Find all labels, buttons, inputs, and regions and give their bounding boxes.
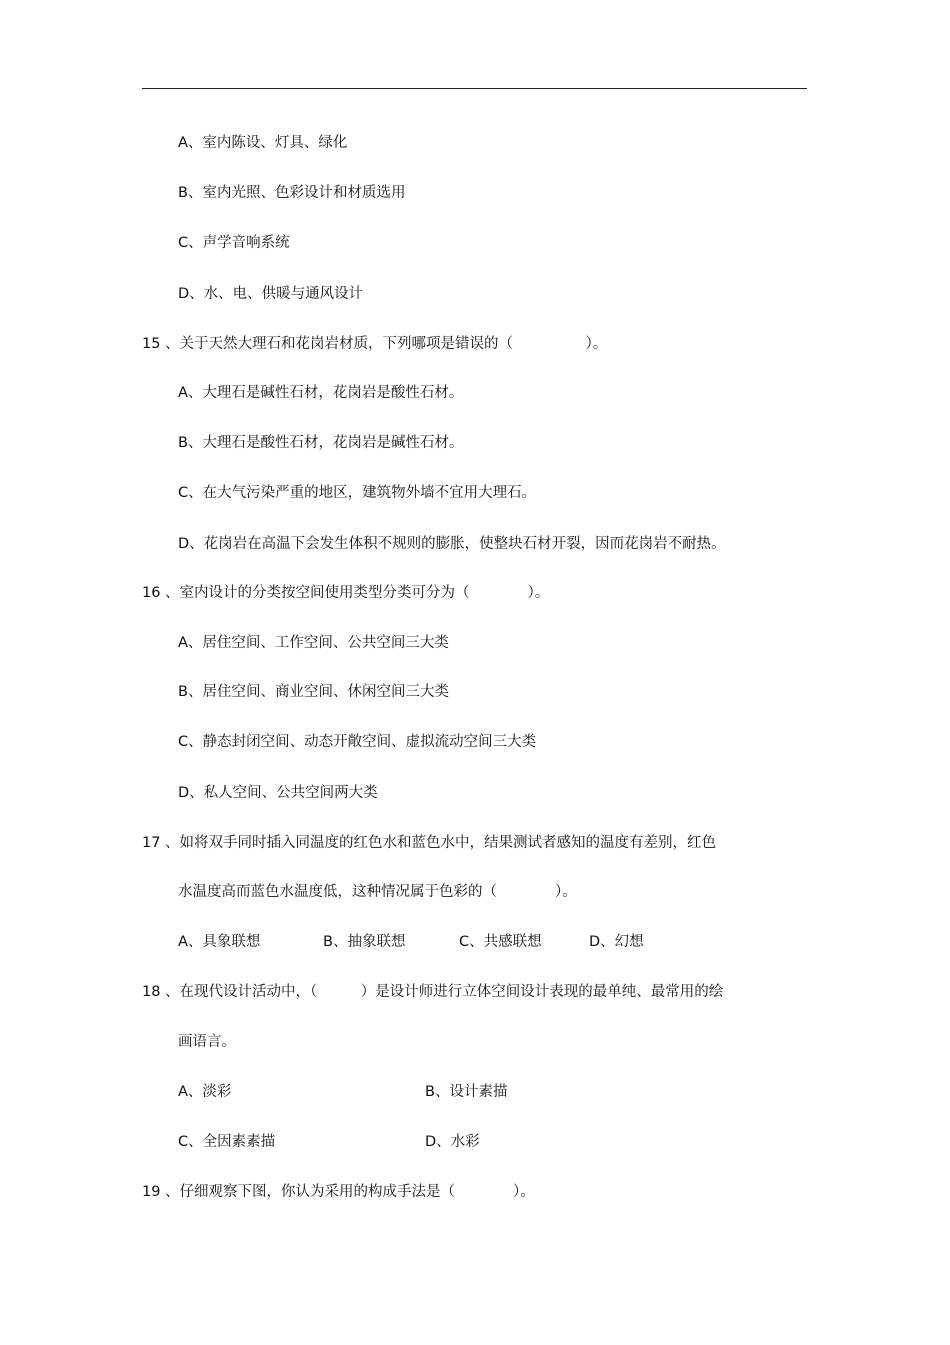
q14-option-b: B、室内光照、色彩设计和材质选用 bbox=[178, 185, 406, 201]
q18-option-c: C、全因素素描 bbox=[178, 1134, 276, 1150]
q17-stem-line1: 17 、如将双手同时插入同温度的红色水和蓝色水中，结果测试者感知的温度有差别，红色 bbox=[142, 835, 717, 851]
q18-option-d: D、水彩 bbox=[425, 1134, 480, 1150]
q14-option-d: D、水、电、供暖与通风设计 bbox=[178, 286, 364, 302]
q15-option-d: D、花岗岩在高温下会发生体积不规则的膨胀，使整块石材开裂，因而花岗岩不耐热。 bbox=[178, 536, 726, 552]
header-rule bbox=[142, 88, 807, 89]
q16-option-a: A、居住空间、工作空间、公共空间三大类 bbox=[178, 635, 449, 651]
q19-stem: 19 、仔细观察下图，你认为采用的构成手法是（ ）。 bbox=[142, 1184, 535, 1200]
q17-option-d: D、幻想 bbox=[589, 934, 644, 950]
q18-stem-line2: 画语言。 bbox=[178, 1034, 236, 1050]
q18-option-b: B、设计素描 bbox=[425, 1084, 508, 1100]
q18-stem-line1: 18 、在现代设计活动中，（ ）是设计师进行立体空间设计表现的最单纯、最常用的绘 bbox=[142, 984, 724, 1000]
q16-option-d: D、私人空间、公共空间两大类 bbox=[178, 785, 378, 801]
q16-option-b: B、居住空间、商业空间、休闲空间三大类 bbox=[178, 684, 449, 700]
q17-option-c: C、共感联想 bbox=[459, 934, 542, 950]
q16-stem: 16 、室内设计的分类按空间使用类型分类可分为（ ）。 bbox=[142, 585, 550, 601]
q17-option-a: A、具象联想 bbox=[178, 934, 261, 950]
q15-option-a: A、大理石是碱性石材，花岗岩是酸性石材。 bbox=[178, 385, 464, 401]
q15-stem: 15 、关于天然大理石和花岗岩材质，下列哪项是错误的（ ）。 bbox=[142, 336, 608, 352]
q15-option-b: B、大理石是酸性石材，花岗岩是碱性石材。 bbox=[178, 435, 464, 451]
q15-option-c: C、在大气污染严重的地区，建筑物外墙不宜用大理石。 bbox=[178, 485, 537, 501]
q16-option-c: C、静态封闭空间、动态开敞空间、虚拟流动空间三大类 bbox=[178, 734, 537, 750]
q17-stem-line2: 水温度高而蓝色水温度低，这种情况属于色彩的（ ）。 bbox=[178, 884, 577, 900]
q14-option-c: C、声学音响系统 bbox=[178, 235, 290, 251]
q17-option-b: B、抽象联想 bbox=[323, 934, 406, 950]
q18-option-a: A、淡彩 bbox=[178, 1084, 232, 1100]
q14-option-a: A、室内陈设、灯具、绿化 bbox=[178, 135, 348, 151]
